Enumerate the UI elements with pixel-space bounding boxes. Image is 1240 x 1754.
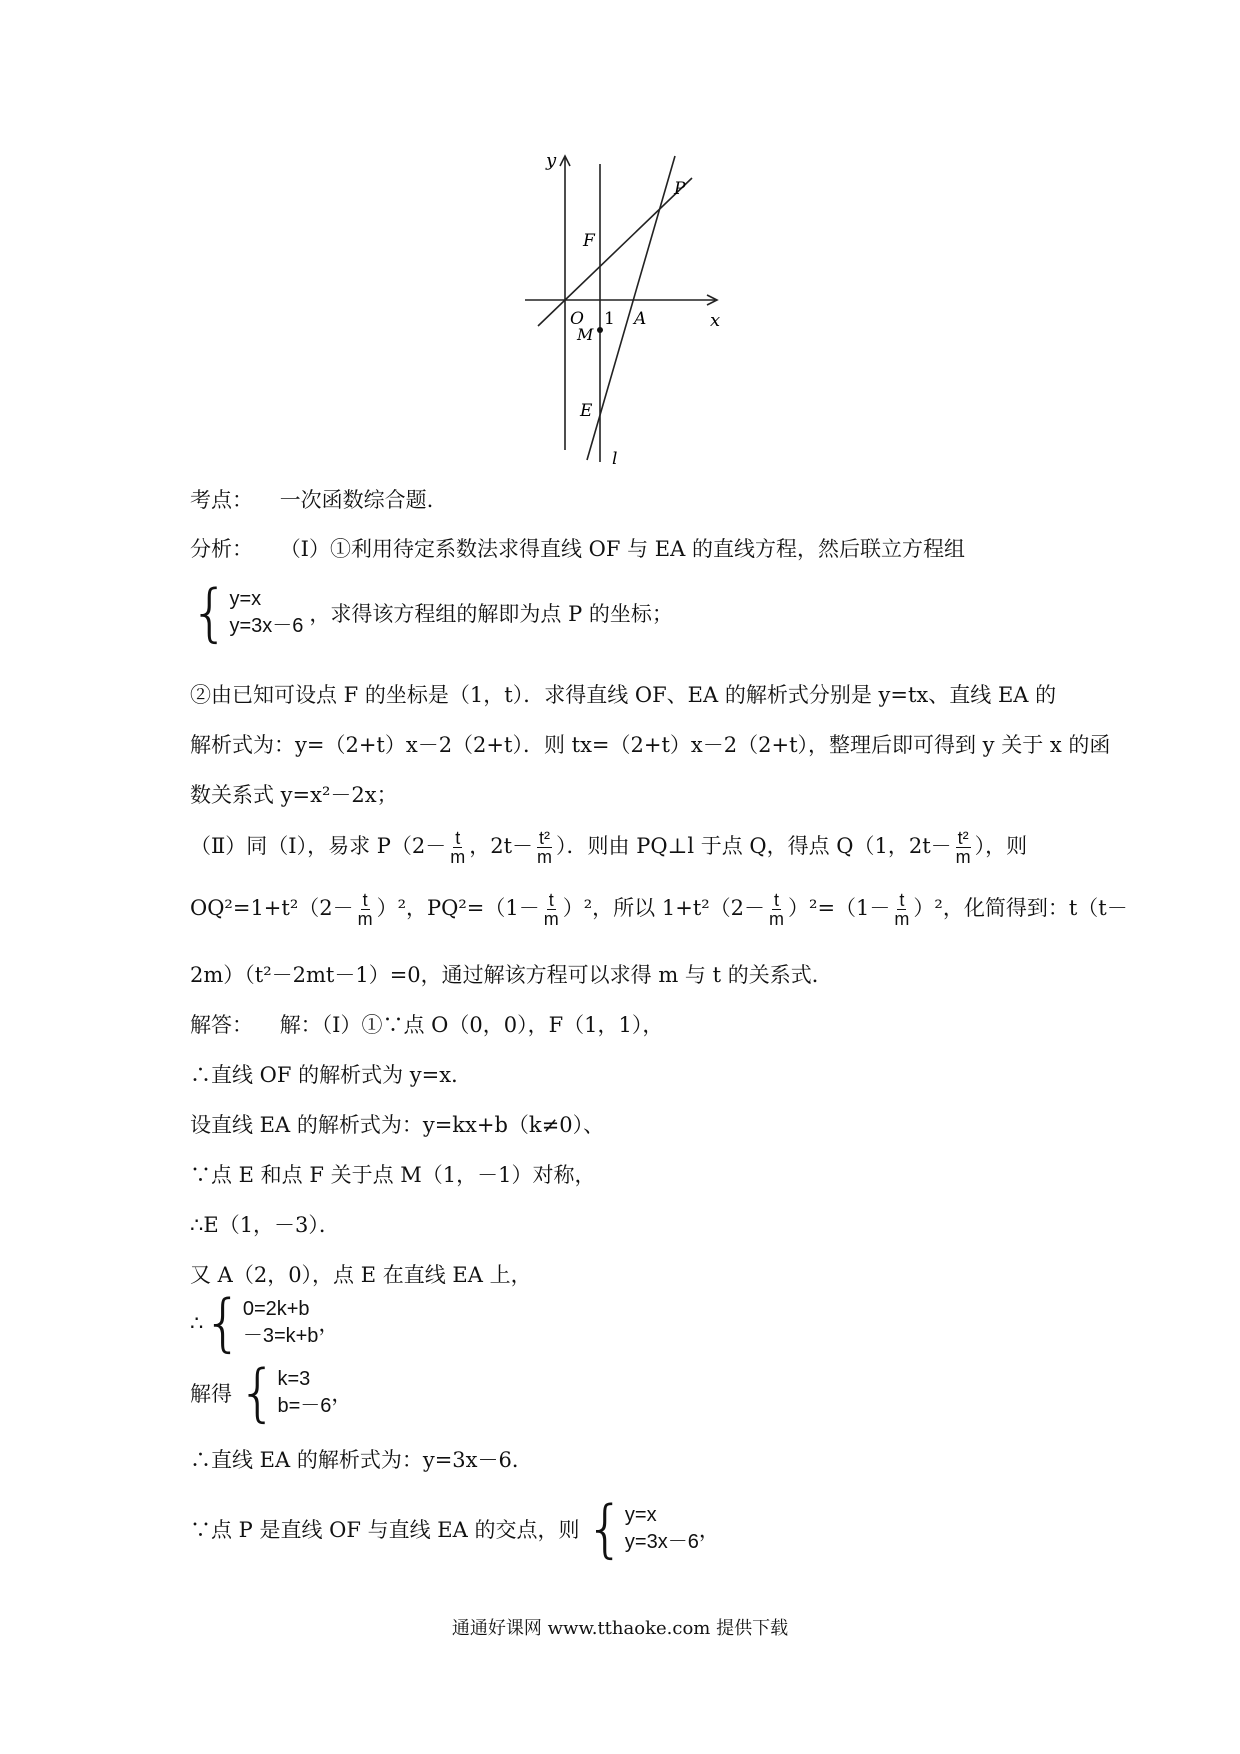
jieda-system-4 bbox=[190, 1492, 720, 1565]
system-rows bbox=[229, 586, 303, 640]
line-OF bbox=[538, 178, 692, 326]
point-M bbox=[597, 327, 603, 333]
text-seg: OQ²=1+t²（2－ bbox=[190, 896, 354, 920]
frac-den: m bbox=[955, 847, 971, 867]
label-O: O bbox=[570, 309, 584, 329]
fenxi-line-7 bbox=[190, 880, 1128, 936]
jieda-system-3 bbox=[190, 1356, 353, 1429]
frac-den: m bbox=[450, 847, 466, 867]
system-suffix: ， bbox=[331, 1382, 353, 1406]
system-row: k=3 bbox=[277, 1368, 311, 1390]
system-row: y=3x－6 bbox=[624, 1531, 699, 1553]
system-suffix: ， bbox=[318, 1312, 340, 1336]
text-seg: ）．则由 PQ⊥l 于点 Q，得点 Q（1，2t－ bbox=[556, 834, 952, 858]
jieda-text-10: ∵点 P 是直线 OF 与直线 EA 的交点，则 bbox=[190, 1518, 580, 1542]
jieda-line-6: 又 A（2，0），点 E 在直线 EA 上， bbox=[190, 1263, 532, 1287]
jieda-line-5: ∴E（1，－3）． bbox=[190, 1213, 340, 1237]
fenxi-label: 分析： bbox=[190, 537, 253, 561]
system-suffix: ， bbox=[698, 1518, 720, 1542]
text-seg: ）²，所以 1+t²（2－ bbox=[562, 896, 766, 920]
fenxi-line-4: 解析式为：y=（2+t）x－2（2+t）．则 tx=（2+t）x－2（2+t），整理后即可得到 y 关于 x 的函 bbox=[190, 733, 1111, 757]
brace: { bbox=[190, 576, 230, 649]
text-seg: ），则 bbox=[974, 834, 1028, 858]
system-row: y=x bbox=[624, 1504, 657, 1526]
fraction bbox=[892, 891, 911, 928]
kaodian-text: 一次函数综合题. bbox=[279, 488, 434, 512]
frac-num: t² bbox=[539, 828, 551, 848]
jieda-label: 解答： bbox=[190, 1013, 253, 1037]
text-seg: ，2t－ bbox=[469, 834, 534, 858]
system-row: 0=2k+b bbox=[242, 1298, 310, 1320]
jieda-system-2 bbox=[190, 1286, 340, 1359]
frac-num: t bbox=[548, 890, 554, 910]
text-seg: ）²=（1－ bbox=[788, 896, 891, 920]
frac-num: t bbox=[362, 890, 368, 910]
system-rows bbox=[277, 1366, 331, 1420]
label-y: y bbox=[546, 150, 557, 171]
text-seg: （Ⅱ）同（Ⅰ），易求 P（2－ bbox=[190, 834, 447, 858]
frac-num: t bbox=[899, 890, 905, 910]
fenxi-line-3: ②由已知可设点 F 的坐标是（1，t）．求得直线 OF、EA 的解析式分别是 y=tx、直线 EA 的 bbox=[190, 683, 1057, 707]
fenxi-system-1 bbox=[190, 576, 673, 649]
solve-label: 解得 bbox=[190, 1382, 232, 1406]
fenxi-line-5: 数关系式 y=x²－2x； bbox=[190, 783, 398, 807]
system-rows bbox=[243, 1296, 319, 1350]
frac-den: m bbox=[543, 909, 559, 929]
jieda-line-3: 设直线 EA 的解析式为：y=kx+b（k≠0）、 bbox=[190, 1113, 605, 1137]
text-seg: ）²，化简得到：t（t－ bbox=[913, 896, 1128, 920]
frac-num: t bbox=[455, 828, 461, 848]
system-row: y=x bbox=[229, 588, 262, 610]
system-row: b=－6 bbox=[277, 1395, 332, 1417]
system-rows bbox=[625, 1502, 699, 1556]
frac-den: m bbox=[357, 909, 373, 929]
text-seg: ）²，PQ²=（1－ bbox=[376, 896, 540, 920]
fenxi-line-8: 2m）（t²－2mt－1）=0，通过解该方程可以求得 m 与 t 的关系式． bbox=[190, 963, 833, 987]
fenxi-text-1: （Ⅰ）①利用待定系数法求得直线 OF 与 EA 的直线方程，然后联立方程组 bbox=[279, 537, 965, 561]
fraction bbox=[542, 891, 561, 928]
frac-den: m bbox=[894, 909, 910, 929]
label-P: P bbox=[674, 179, 686, 199]
brace: { bbox=[203, 1286, 243, 1359]
therefore: ∴ bbox=[190, 1311, 204, 1335]
frac-den: m bbox=[769, 909, 785, 929]
jieda-line-4: ∵点 E 和点 F 关于点 M（1，－1）对称， bbox=[190, 1163, 596, 1187]
kaodian-line bbox=[190, 488, 433, 513]
fraction bbox=[448, 829, 467, 866]
frac-den: m bbox=[537, 847, 553, 867]
fenxi-line-1 bbox=[190, 537, 965, 562]
brace: { bbox=[585, 1492, 625, 1565]
kaodian-label: 考点： bbox=[190, 488, 253, 512]
label-A: A bbox=[634, 309, 647, 329]
footer: 通通好课网 www.tthaoke.com 提供下载 bbox=[451, 1618, 789, 1639]
label-F: F bbox=[583, 231, 595, 251]
system-row: －3=k+b bbox=[242, 1325, 319, 1347]
label-M: M bbox=[577, 325, 594, 344]
jieda-line-2: ∴直线 OF 的解析式为 y=x． bbox=[190, 1063, 473, 1087]
jieda-text-1: 解：（Ⅰ）①∵点 O（0，0），F（1，1）， bbox=[279, 1013, 664, 1037]
label-E: E bbox=[580, 401, 593, 421]
fenxi-line-6 bbox=[190, 818, 1027, 874]
brace: { bbox=[238, 1356, 278, 1429]
jieda-line-1 bbox=[190, 1013, 663, 1038]
fraction bbox=[767, 891, 786, 928]
label-l: l bbox=[612, 449, 618, 469]
fraction bbox=[954, 829, 973, 866]
label-x: x bbox=[710, 310, 721, 331]
system-row: y=3x－6 bbox=[229, 615, 304, 637]
coordinate-figure bbox=[520, 150, 730, 470]
label-one: 1 bbox=[604, 309, 615, 329]
jieda-line-9: ∴直线 EA 的解析式为：y=3x－6． bbox=[190, 1448, 533, 1472]
fraction bbox=[535, 829, 554, 866]
fenxi-text-2: ，求得该方程组的解即为点 P 的坐标； bbox=[309, 602, 673, 626]
frac-num: t² bbox=[957, 828, 969, 848]
fraction bbox=[356, 891, 375, 928]
frac-num: t bbox=[774, 890, 780, 910]
